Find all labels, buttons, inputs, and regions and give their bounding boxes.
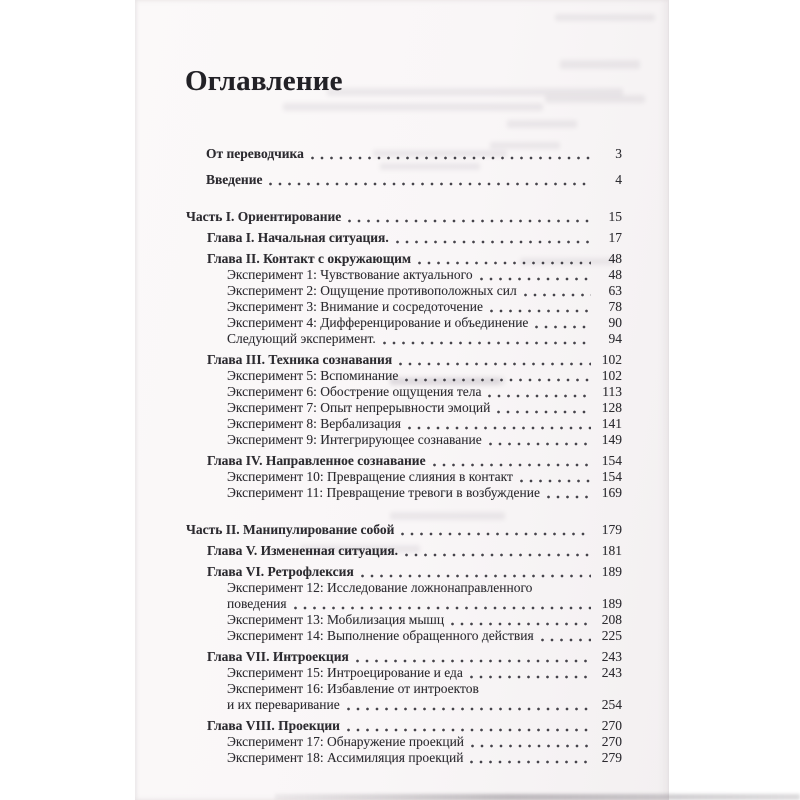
- dot-leader: [348, 219, 591, 223]
- ghost-text-artifact: [507, 120, 577, 128]
- toc-entry-label: Глава III. Техника сознавания: [207, 352, 393, 367]
- toc-entry-page: 78: [608, 299, 622, 314]
- toc-entry-page: 179: [601, 522, 622, 537]
- toc-entry-label: Введение: [206, 172, 263, 187]
- toc-entry: [186, 453, 622, 469]
- toc-entry: [186, 230, 622, 246]
- dot-leader: [451, 622, 591, 626]
- toc-entry: [186, 400, 622, 416]
- toc-entry-page: 4: [615, 172, 622, 187]
- toc-entry: [186, 251, 622, 267]
- toc-entry-page: 3: [615, 146, 622, 161]
- toc-entry: [186, 146, 622, 162]
- toc-entry-label: Эксперимент 8: Вербализация: [227, 416, 401, 431]
- toc-entry-label: Глава VII. Интроекция: [207, 649, 349, 664]
- toc-entry-label: От переводчика: [206, 146, 304, 161]
- toc-entry-page: 48: [608, 251, 622, 266]
- toc-entry: [186, 543, 622, 559]
- toc-entry: [186, 331, 622, 347]
- dot-leader: [399, 362, 591, 366]
- dot-leader: [520, 479, 591, 483]
- toc-entry-label: Эксперимент 4: Дифференцирование и объединение: [227, 315, 529, 330]
- toc-entry-label: Часть II. Манипулирование собой: [186, 522, 395, 537]
- toc-entry: [186, 734, 622, 750]
- toc-entry: [186, 628, 622, 644]
- toc-entry-label: Эксперимент 13: Мобилизация мышц: [227, 612, 445, 627]
- dot-leader: [470, 675, 591, 679]
- toc-entry-label: Часть I. Ориентирование: [186, 209, 342, 224]
- toc-entry-page: 102: [601, 368, 622, 383]
- dot-leader: [361, 574, 591, 578]
- toc-entry-page: 15: [608, 209, 622, 224]
- toc-entry-page: 243: [601, 649, 622, 664]
- toc-entry-page: 154: [601, 453, 622, 468]
- dot-leader: [356, 659, 591, 663]
- toc-entry-page: 63: [608, 283, 622, 298]
- toc-entry-label: Глава VIII. Проекции: [207, 718, 340, 733]
- ghost-text-artifact: [327, 88, 623, 96]
- toc-entry-page: 169: [601, 485, 622, 500]
- toc-entry: [186, 416, 622, 432]
- ghost-text-artifact: [283, 103, 543, 111]
- toc-entry-page: 102: [601, 352, 622, 367]
- dot-leader: [489, 442, 591, 446]
- toc-entry: [186, 718, 622, 734]
- toc-entry-label: Глава II. Контакт с окружающим: [207, 251, 412, 266]
- dot-leader: [405, 378, 591, 382]
- toc-entry-label: Эксперимент 16: Избавление от интроектов: [227, 681, 479, 696]
- toc-entry: [186, 485, 622, 501]
- book-page: [135, 0, 669, 800]
- toc-entry-page: 208: [601, 612, 622, 627]
- toc-entry-page: 48: [608, 267, 622, 282]
- toc-entry: [186, 665, 622, 681]
- toc-entry-page: 243: [601, 665, 622, 680]
- dot-leader: [418, 261, 591, 265]
- toc-entry-page: 270: [601, 718, 622, 733]
- toc-entry-label: Глава V. Измененная ситуация.: [207, 543, 399, 558]
- toc-entry-label: Эксперимент 2: Ощущение противоположных сил: [227, 283, 517, 298]
- toc-entry-label: Глава VI. Ретрофлексия: [207, 564, 354, 579]
- toc-entry: [186, 368, 622, 384]
- toc-entry-page: 270: [601, 734, 622, 749]
- toc-entry-label: Эксперимент 9: Интегрирующее сознавание: [227, 432, 482, 447]
- dot-leader: [405, 553, 591, 557]
- toc-entry-page: 90: [608, 315, 622, 330]
- toc-entry: [186, 267, 622, 283]
- toc-entry: [186, 469, 622, 485]
- dot-leader: [347, 728, 591, 732]
- toc-entry: [186, 209, 622, 225]
- dot-leader: [539, 590, 591, 594]
- toc-entry-label: и их переваривание: [227, 697, 340, 712]
- toc-entry-page: 225: [601, 628, 622, 643]
- toc-entry: [186, 522, 622, 538]
- ghost-text-artifact: [560, 60, 640, 69]
- dot-leader: [396, 240, 591, 244]
- dot-leader: [311, 156, 591, 160]
- toc-list: [186, 146, 622, 766]
- toc-entry-page: 254: [601, 697, 622, 712]
- toc-entry: [186, 432, 622, 448]
- toc-entry-label: Эксперимент 3: Внимание и сосредоточение: [227, 299, 483, 314]
- toc-entry-page: 154: [601, 469, 622, 484]
- toc-entry: [186, 649, 622, 665]
- dot-leader: [524, 293, 591, 297]
- toc-entry-label: Глава IV. Направленное сознавание: [207, 453, 426, 468]
- dot-leader: [490, 309, 591, 313]
- toc-entry-label: Эксперимент 6: Обострение ощущения тела: [227, 384, 482, 399]
- toc-entry-label: Эксперимент 18: Ассимиляция проекций: [227, 750, 464, 765]
- dot-leader: [471, 744, 591, 748]
- toc-entry: [186, 283, 622, 299]
- toc-entry: [186, 172, 622, 188]
- dot-leader: [486, 691, 591, 695]
- toc-entry-label: Эксперимент 10: Превращение слияния в контакт: [227, 469, 513, 484]
- dot-leader: [488, 394, 591, 398]
- toc-entry: [186, 580, 622, 596]
- toc-entry: [186, 750, 622, 766]
- toc-entry: [186, 681, 622, 697]
- toc-entry-page: 141: [601, 416, 622, 431]
- dot-leader: [269, 182, 591, 186]
- toc-entry: [186, 564, 622, 580]
- dot-leader: [535, 325, 591, 329]
- dot-leader: [401, 532, 591, 536]
- dot-leader: [547, 495, 591, 499]
- toc-entry-page: 149: [601, 432, 622, 447]
- toc-entry: [186, 697, 622, 713]
- toc-entry: [186, 315, 622, 331]
- dot-leader: [480, 277, 591, 281]
- ghost-text-artifact: [555, 14, 655, 21]
- toc-entry-label: Эксперимент 1: Чувствование актуального: [227, 267, 473, 282]
- toc-entry-page: 189: [601, 596, 622, 611]
- toc-entry: [186, 352, 622, 368]
- dot-leader: [433, 463, 591, 467]
- toc-entry-label: Эксперимент 15: Интроецирование и еда: [227, 665, 463, 680]
- toc-entry-label: Эксперимент 17: Обнаружение проекций: [227, 734, 465, 749]
- toc-entry: [186, 612, 622, 628]
- toc-entry: [186, 596, 622, 612]
- toc-entry-label: Глава I. Начальная ситуация.: [207, 230, 389, 245]
- toc-entry-label: Следующий эксперимент.: [227, 331, 376, 346]
- toc-entry-page: 189: [601, 564, 622, 579]
- page-title: Оглавление: [185, 65, 343, 98]
- toc-entry: [186, 384, 622, 400]
- dot-leader: [541, 638, 591, 642]
- toc-entry-page: 128: [601, 400, 622, 415]
- dot-leader: [408, 426, 591, 430]
- toc-entry-page: 279: [601, 750, 622, 765]
- dot-leader: [347, 707, 591, 711]
- toc-entry-page: 17: [608, 230, 622, 245]
- toc-entry-label: Эксперимент 7: Опыт непрерывности эмоций: [227, 400, 491, 415]
- ghost-text-artifact: [545, 95, 645, 103]
- toc-entry-label: поведения: [227, 596, 287, 611]
- toc-entry: [186, 299, 622, 315]
- toc-entry-label: Эксперимент 5: Вспоминание: [227, 368, 399, 383]
- toc-entry-label: Эксперимент 14: Выполнение обращенного действия: [227, 628, 534, 643]
- toc-entry-page: 94: [608, 331, 622, 346]
- dot-leader: [294, 606, 591, 610]
- dot-leader: [470, 760, 591, 764]
- toc-entry-label: Эксперимент 11: Превращение тревоги в возбуждение: [227, 485, 540, 500]
- dot-leader: [383, 341, 591, 345]
- toc-entry-page: 113: [602, 384, 622, 399]
- toc-entry-page: 181: [601, 543, 622, 558]
- toc-entry-label: Эксперимент 12: Исследование ложнонаправленного: [227, 580, 533, 595]
- dot-leader: [497, 410, 591, 414]
